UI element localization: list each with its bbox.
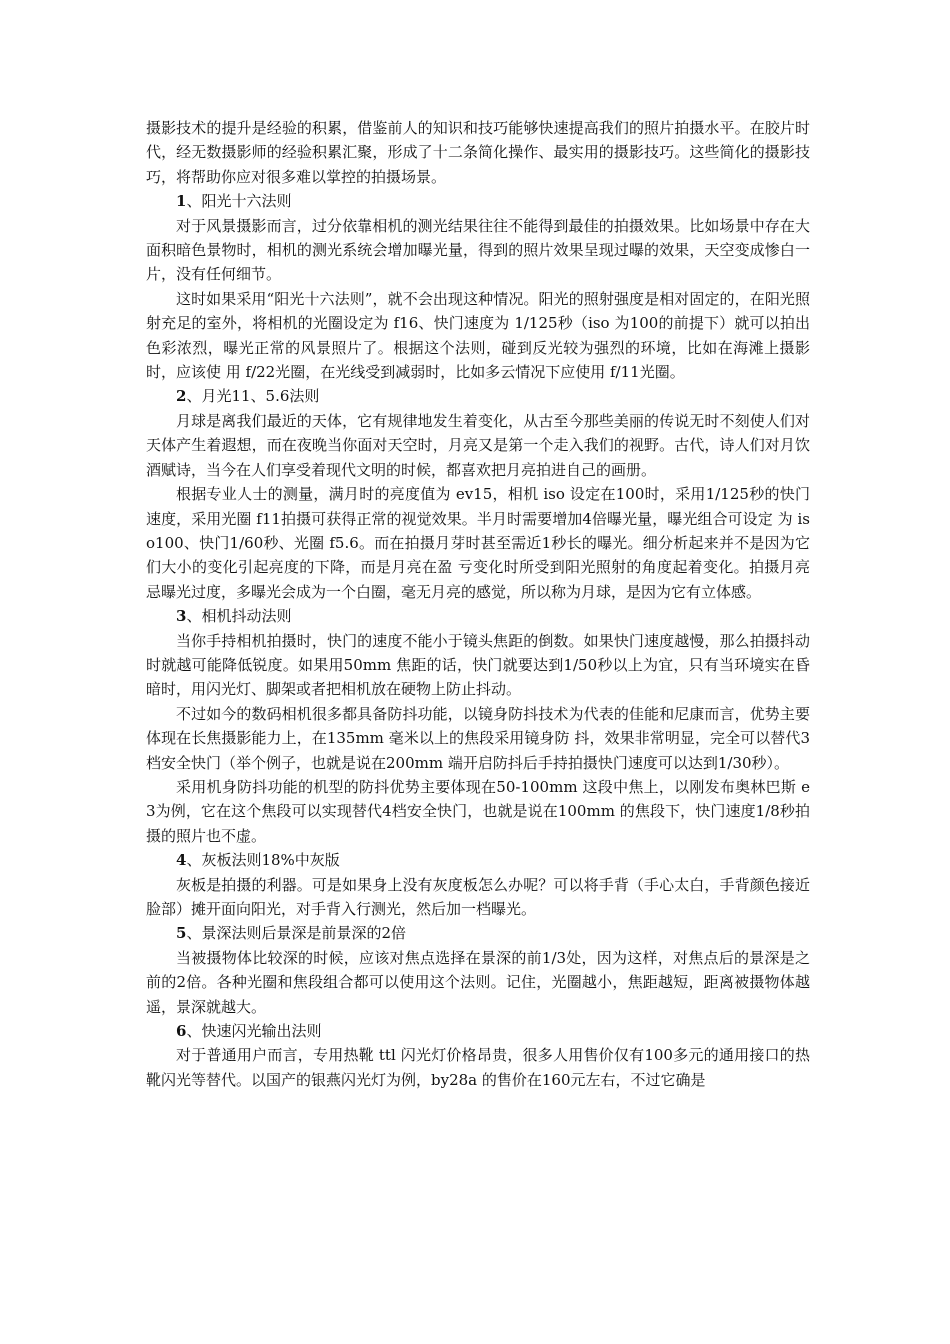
section-title: 、景深法则后景深是前景深的2倍 xyxy=(186,924,406,943)
section-heading-1 xyxy=(146,189,810,213)
section-number: 1 xyxy=(176,192,187,211)
section-number: 6 xyxy=(176,1022,187,1041)
section-title: 、快速闪光输出法则 xyxy=(186,1022,322,1041)
body-paragraph: 采用机身防抖功能的机型的防抖优势主要体现在50-100mm 这段中焦上，以刚发布奥林巴斯 e3为例，它在这个焦段可以实现替代4档安全快门，也就是说在100mm 的焦段下，快门速度1/8秒拍摄的照片也不虚。 xyxy=(146,777,810,845)
document-page xyxy=(146,116,810,1092)
body-paragraph: 当被摄物体比较深的时候，应该对焦点选择在景深的前1/3处，因为这样，对焦点后的景深是之前的2倍。各种光圈和焦段组合都可以使用这个法则。记住，光圈越小，焦距越短，距离被摄物体越遥，景深就越大。 xyxy=(146,948,810,1016)
section-title: 、阳光十六法则 xyxy=(186,192,292,211)
section-heading-2 xyxy=(146,384,810,408)
body-paragraph: 对于普通用户而言，专用热靴 ttl 闪光灯价格昂贵，很多人用售价仅有100多元的通用接口的热靴闪光等替代。以国产的银燕闪光灯为例，by28a 的售价在160元左右，不过它确是 xyxy=(146,1046,810,1089)
section-heading-4 xyxy=(146,848,810,872)
body-paragraph: 月球是离我们最近的天体，它有规律地发生着变化，从古至今那些美丽的传说无时不刻使人们对天体产生着遐想，而在夜晚当你面对天空时，月亮又是第一个走入我们的视野。古代，诗人们对月饮酒赋诗，当今在人们享受着现代文明的时候，都喜欢把月亮拍进自己的画册。 xyxy=(146,411,810,479)
section-title: 、月光11、5.6法则 xyxy=(186,387,320,406)
section-title: 、灰板法则18%中灰版 xyxy=(186,851,340,870)
section-number: 3 xyxy=(176,607,187,626)
section-heading-6 xyxy=(146,1019,810,1043)
section-heading-5 xyxy=(146,921,810,945)
body-paragraph: 这时如果采用“阳光十六法则”，就不会出现这种情况。阳光的照射强度是相对固定的，在阳光照射充足的室外，将相机的光圈设定为 f16、快门速度为 1/125秒（iso 为100的前提下）就可以拍出色彩浓烈，曝光正常的风景照片了。根据这个法则，碰到反光较为强烈的环境，比如在海滩上摄影时，应该使 用 f/22光圈，在光线受到减弱时，比如多云情况下应使用 f/11光圈。 xyxy=(146,289,810,382)
section-number: 4 xyxy=(176,851,187,870)
section-number: 2 xyxy=(176,387,187,406)
body-paragraph: 根据专业人士的测量，满月时的亮度值为 ev15，相机 iso 设定在100时，采用1/125秒的快门速度，采用光圈 f11拍摄可获得正常的视觉效果。半月时需要增加4倍曝光量，曝光组合可设定 为 iso100、快门1/60秒、光圈 f5.6。而在拍摄月芽时甚至需近1秒长的曝光。细分析起来并不是因为它们大小的变化引起亮度的下降，而是月亮在盈 亏变化时所受到阳光照射的角度起着变化。拍摄月亮忌曝光过度，多曝光会成为一个白圈，毫无月亮的感觉，所以称为月球，是因为它有立体感。 xyxy=(146,485,810,601)
section-number: 5 xyxy=(176,924,187,943)
body-paragraph: 对于风景摄影而言，过分依靠相机的测光结果往往不能得到最佳的拍摄效果。比如场景中存在大面积暗色景物时，相机的测光系统会增加曝光量，得到的照片效果呈现过曝的效果，天空变成惨白一片，没有任何细节。 xyxy=(146,216,810,284)
body-paragraph: 不过如今的数码相机很多都具备防抖功能，以镜身防抖技术为代表的佳能和尼康而言，优势主要体现在长焦摄影能力上，在135mm 毫米以上的焦段采用镜身防 抖，效果非常明显，完全可以替代3档安全快门（举个例子，也就是说在200mm 端开启防抖后手持拍摄快门速度可以达到1/30秒）。 xyxy=(146,704,810,772)
body-paragraph: 当你手持相机拍摄时，快门的速度不能小于镜头焦距的倒数。如果快门速度越慢，那么拍摄抖动时就越可能降低锐度。如果用50mm 焦距的话，快门就要达到1/50秒以上为宜，只有当环境实在昏暗时，用闪光灯、脚架或者把相机放在硬物上防止抖动。 xyxy=(146,631,810,699)
intro-paragraph: 摄影技术的提升是经验的积累，借鉴前人的知识和技巧能够快速提高我们的照片拍摄水平。在胶片时代，经无数摄影师的经验积累汇聚，形成了十二条简化操作、最实用的摄影技巧。这些简化的摄影技巧，将帮助你应对很多难以掌控的拍摄场景。 xyxy=(146,119,810,186)
body-paragraph: 灰板是拍摄的利器。可是如果身上没有灰度板怎么办呢？可以将手背（手心太白，手背颜色接近脸部）摊开面向阳光，对手背入行测光，然后加一档曝光。 xyxy=(146,875,810,918)
section-heading-3 xyxy=(146,604,810,628)
section-title: 、相机抖动法则 xyxy=(186,607,292,626)
